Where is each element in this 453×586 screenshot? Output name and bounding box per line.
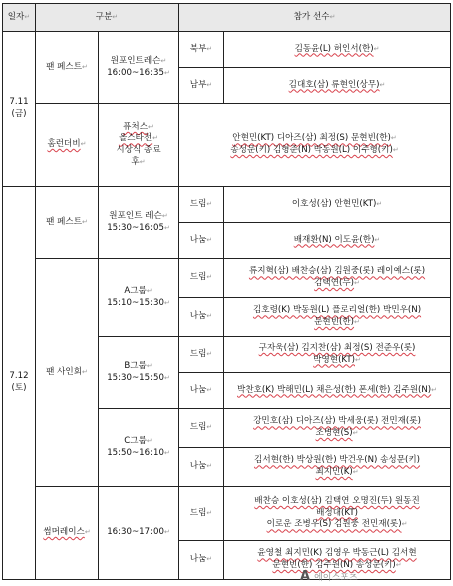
- d1-hr-players: 안현민(KT) 디아즈(삼) 최정(S) 문현빈(한)↵ 송성문(키) 김형준(N) 박동원(L) 이주형(키)↵: [179, 104, 451, 187]
- header-participants: 참가 선수↵: [179, 4, 451, 32]
- sign-a-dream-label: 드림↵: [179, 259, 224, 298]
- sign-c-dream-label: 드림↵: [179, 409, 224, 448]
- d1-fan-north-players: 김동윤(L) 허인서(한)↵: [224, 32, 451, 68]
- allstar-event-schedule-table: [2, 3, 451, 580]
- d2-summer-label: 썸머레이스↵: [36, 487, 99, 580]
- sign-b-dream-players: 구자욱(삼) 김지찬(삼) 최정(S) 전준우(롯) 박영현(KT)↵: [224, 337, 451, 373]
- day1-date-cell: 7.11 (금): [3, 32, 36, 187]
- sign-c-dream-players: 강민호(삼) 디아즈(삼) 박세웅(롯) 전민재(롯) 조병현(S)↵: [224, 409, 451, 448]
- summer-nanum-players: 윤영철 최지민(K) 김영우 박동근(L) 김서현 문현빈(한) 김주원(N) 송성문(키)↵: [224, 541, 451, 580]
- d1-hr-label: 홈런더비↵: [36, 104, 99, 187]
- watermark-logo-icon: A: [300, 568, 311, 584]
- summer-nanum-label: 나눔↵: [179, 541, 224, 580]
- d2-sign-label: 팬 사인회↵: [36, 259, 99, 487]
- summer-dream-row: [3, 487, 451, 541]
- d1-fan-south-label: 남부↵: [179, 68, 224, 104]
- summer-dream-label: 드림↵: [179, 487, 224, 541]
- header-row: [3, 4, 451, 32]
- summer-dream-players: 배찬승 이호성(삼) 김택연 오명진(두) 원동진 배정대(KT) 이로운 조병우(S) 김원중 전민재(롯)↵: [224, 487, 451, 541]
- d1-fan-south-players: 김대호(삼) 류현인(상무)↵: [224, 68, 451, 104]
- sign-b-nanum-players: 박찬호(K) 박해민(L) 채은성(한) 폰세(한) 김주원(N)↵: [224, 373, 451, 409]
- sign-c-nanum-label: 나눔↵: [179, 448, 224, 487]
- d1-hr-timing: 퓨처스↵ 올스타전↵ 시상식 종료 후↵: [99, 104, 179, 187]
- d1-fan-north-label: 북부↵: [179, 32, 224, 68]
- d1-fan-north-row: [3, 32, 451, 68]
- sign-b-dream-label: 드림↵: [179, 337, 224, 373]
- sign-b-nanum-label: 나눔↵: [179, 373, 224, 409]
- sign-a-dream-row: [3, 259, 451, 298]
- d2-fan-program: 원포인트 레슨↵ 15:30~16:05↵: [99, 187, 179, 259]
- d2-fan-dream-players: 이호성(삼) 안현민(KT)↵: [224, 187, 451, 223]
- sign-a-nanum-label: 나눔↵: [179, 298, 224, 337]
- sign-a-nanum-players: 김호령(K) 박동원(L) 플로리얼(한) 박민우(N) 문현빈(한)↵: [224, 298, 451, 337]
- header-date: 일자↵: [3, 4, 36, 32]
- d1-fan-program: 원포인트레슨↵ 16:00~16:35↵: [99, 32, 179, 104]
- header-category: 구분↵: [36, 4, 179, 32]
- d2-fan-nanum-label: 나눔↵: [179, 223, 224, 259]
- sign-group-b: B그룹↵ 15:30~15:50↵: [99, 337, 179, 409]
- d2-summer-time: 16:30~17:00↵: [99, 487, 179, 580]
- d1-fan-label: 팬 페스트↵: [36, 32, 99, 104]
- d2-fan-nanum-players: 배재환(N) 이도윤(한)↵: [224, 223, 451, 259]
- day2-date-cell: 7.12 (토): [3, 187, 36, 580]
- sign-group-c: C그룹↵ 15:50~16:10↵: [99, 409, 179, 487]
- d2-fan-dream-row: [3, 187, 451, 223]
- d2-fan-label: 팬 페스트↵: [36, 187, 99, 259]
- sign-c-nanum-players: 김서현(한) 박상원(한) 박건우(N) 송성문(키) 최지민(K)↵: [224, 448, 451, 487]
- watermark: A 에이스포츠: [300, 568, 358, 584]
- d1-hr-row: [3, 104, 451, 187]
- d2-fan-dream-label: 드림↵: [179, 187, 224, 223]
- sign-group-a: A그룹↵ 15:10~15:30↵: [99, 259, 179, 337]
- sign-a-dream-players: 류지혁(삼) 배찬승(삼) 김원중(롯) 레이예스(롯) 김택연(두)↵: [224, 259, 451, 298]
